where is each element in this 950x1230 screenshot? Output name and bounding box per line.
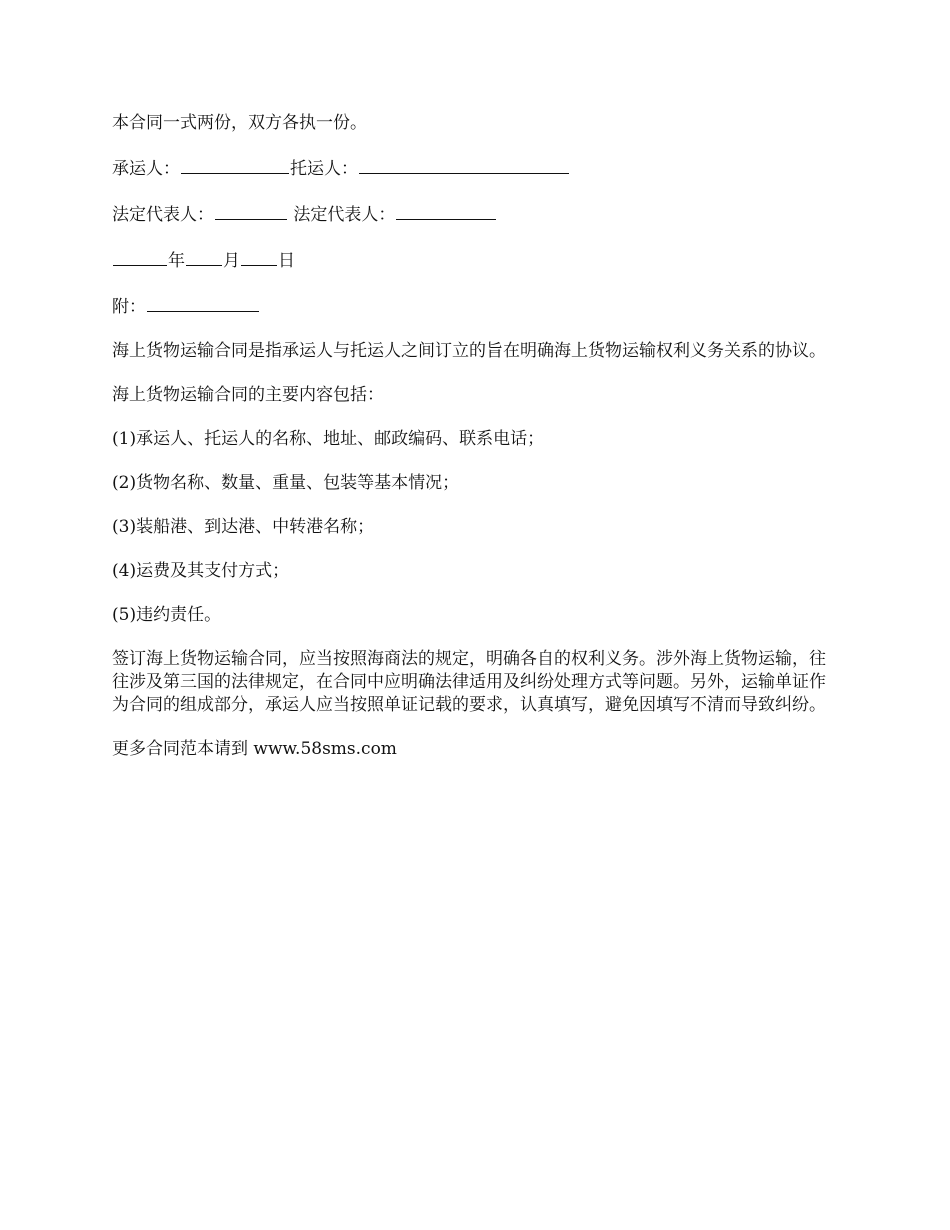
carrier-rep-blank xyxy=(215,202,287,220)
attachment-label: 附： xyxy=(112,297,146,317)
list-item: (4)运费及其支付方式； xyxy=(112,561,290,581)
signature-line-representatives xyxy=(112,202,842,227)
footer-link-text: 更多合同范本请到 www.58sms.com xyxy=(112,739,397,759)
advice-paragraph: 签订海上货物运输合同，应当按照海商法的规定，明确各自的权利义务。涉外海上货物运输，往往涉及第三国的法律规定，在合同中应明确法律适用及纠纷处理方式等问题。另外，运输单证作为合同的组成部分，承运人应当按照单证记载的要求，认真填写，避免因填写不清而导致纠纷。 xyxy=(112,649,826,715)
day-blank xyxy=(241,248,277,266)
list-item: (3)装船港、到达港、中转港名称； xyxy=(112,517,375,537)
list-item: (1)承运人、托运人的名称、地址、邮政编码、联系电话； xyxy=(112,429,545,449)
year-blank xyxy=(113,248,167,266)
shipper-rep-label: 法定代表人： xyxy=(293,205,396,225)
shipper-label: 托运人： xyxy=(290,159,358,179)
document-page xyxy=(112,112,842,782)
carrier-label: 承运人： xyxy=(112,159,180,179)
list-item: (5)违约责任。 xyxy=(112,605,222,625)
shipper-blank xyxy=(359,156,569,174)
month-blank xyxy=(186,248,222,266)
carrier-rep-label: 法定代表人： xyxy=(112,205,214,225)
shipper-rep-blank xyxy=(396,202,496,220)
signature-date-line xyxy=(112,248,842,273)
attachment-blank xyxy=(147,294,259,312)
definition-paragraph: 海上货物运输合同是指承运人与托运人之间订立的旨在明确海上货物运输权利义务关系的协议。 xyxy=(112,341,826,361)
year-label: 年 xyxy=(168,251,185,271)
list-item: (2)货物名称、数量、重量、包装等基本情况； xyxy=(112,473,460,493)
copies-clause: 本合同一式两份，双方各执一份。 xyxy=(112,113,367,133)
carrier-blank xyxy=(181,156,289,174)
day-label: 日 xyxy=(278,251,295,271)
month-label: 月 xyxy=(223,251,240,271)
signature-line-parties xyxy=(112,156,842,181)
contents-intro: 海上货物运输合同的主要内容包括： xyxy=(112,385,384,405)
attachment-line xyxy=(112,294,842,319)
